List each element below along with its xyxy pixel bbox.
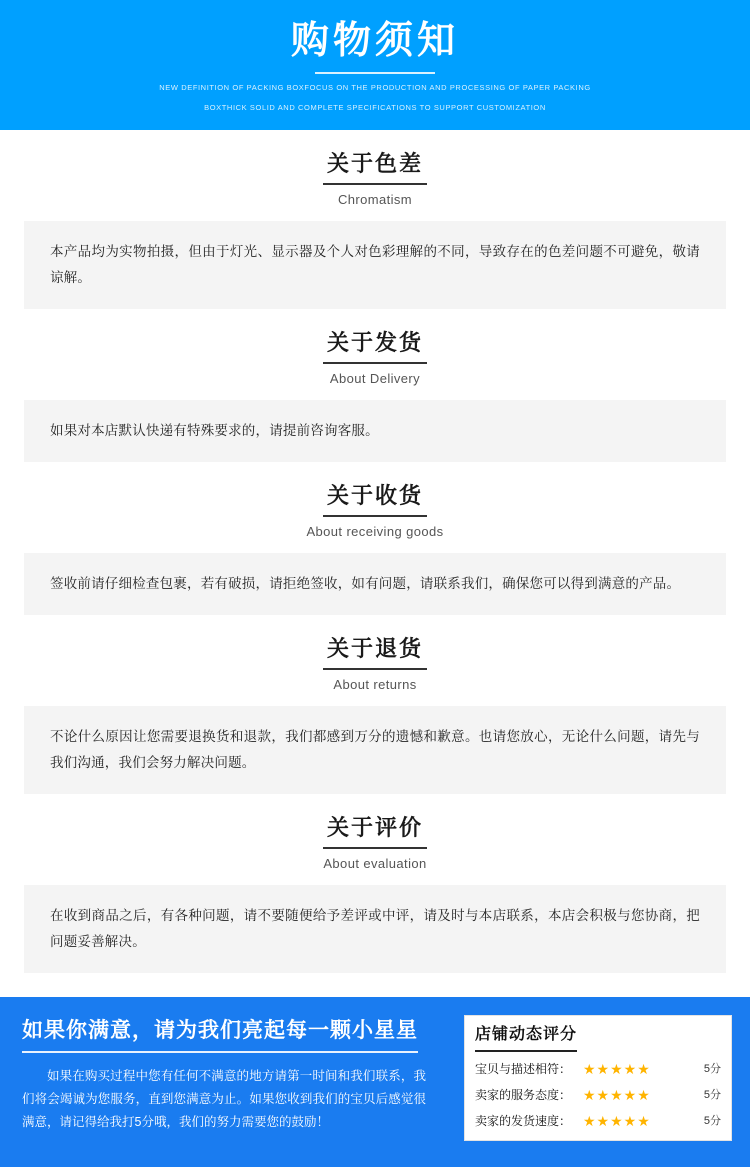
section-delivery xyxy=(24,329,726,462)
rating-score: 5分 xyxy=(703,1089,721,1101)
star-rating-icon: ★★★★★ xyxy=(583,1113,651,1129)
star-rating-icon: ★★★★★ xyxy=(583,1087,651,1103)
satisfaction-title: 如果你满意，请为我们亮起每一颗小星星 xyxy=(22,1017,418,1053)
section-header xyxy=(24,482,726,541)
section-header xyxy=(24,814,726,873)
section-title-cn: 关于发货 xyxy=(323,329,427,364)
shop-rating-card xyxy=(464,1015,732,1141)
rating-label: 卖家的发货速度： xyxy=(475,1114,572,1128)
section-body: 在收到商品之后，有各种问题，请不要随便给予差评或中评，请及时与本店联系，本店会积极与您协商，把问题妥善解决。 xyxy=(24,885,726,973)
section-header xyxy=(24,150,726,209)
satisfaction-body: 如果在购买过程中您有任何不满意的地方请第一时间和我们联系，我们将会竭诚为您服务，直到您满意为止。如果您收到我们的宝贝后感觉很满意，请记得给我打5分哦，我们的努力需要您的鼓励！ xyxy=(22,1069,426,1129)
section-body: 不论什么原因让您需要退换货和退款，我们都感到万分的遗憾和歉意。也请您放心，无论什么问题，请先与我们沟通，我们会努力解决问题。 xyxy=(24,706,726,794)
section-evaluation xyxy=(24,814,726,973)
section-title-en: About Delivery xyxy=(329,371,421,386)
section-title-cn: 关于评价 xyxy=(323,814,427,849)
section-chromatism xyxy=(24,150,726,309)
section-title-en: About returns xyxy=(333,677,417,692)
satisfaction-block xyxy=(0,997,750,1167)
page-title: 购物须知 xyxy=(290,20,459,62)
banner-subtitle-line2: BOXTHICK SOLID AND COMPLETE SPECIFICATIONS TO SUPPORT CUSTOMIZATION xyxy=(204,103,546,112)
title-divider xyxy=(315,72,435,74)
section-header xyxy=(24,329,726,388)
rating-label: 卖家的服务态度： xyxy=(475,1088,572,1102)
rating-score: 5分 xyxy=(703,1115,721,1127)
section-body: 本产品均为实物拍摄，但由于灯光、显示器及个人对色彩理解的不同，导致存在的色差问题不可避免，敬请谅解。 xyxy=(24,221,726,309)
section-header xyxy=(24,635,726,694)
section-title-en: About receiving goods xyxy=(306,524,444,539)
rating-row xyxy=(475,1060,721,1078)
section-body: 如果对本店默认快递有特殊要求的，请提前咨询客服。 xyxy=(24,400,726,462)
sections-container xyxy=(0,150,750,973)
satisfaction-text-area xyxy=(0,997,450,1167)
section-title-en: Chromatism xyxy=(337,192,413,207)
rating-score: 5分 xyxy=(703,1063,721,1075)
section-title-cn: 关于色差 xyxy=(323,150,427,185)
section-title-cn: 关于收货 xyxy=(323,482,427,517)
star-rating-icon: ★★★★★ xyxy=(583,1061,651,1077)
rating-row xyxy=(475,1112,721,1130)
rating-label: 宝贝与描述相符： xyxy=(475,1062,572,1076)
section-receiving-goods xyxy=(24,482,726,615)
section-returns xyxy=(24,635,726,794)
section-title-cn: 关于退货 xyxy=(323,635,427,670)
page-banner xyxy=(0,0,750,130)
section-body: 签收前请仔细检查包裹，若有破损，请拒绝签收，如有问题，请联系我们，确保您可以得到满意的产品。 xyxy=(24,553,726,615)
rating-row xyxy=(475,1086,721,1104)
banner-subtitle-line1: NEW DEFINITION OF PACKING BOXFOCUS ON THE PRODUCTION AND PROCESSING OF PAPER PACKING xyxy=(159,83,591,92)
shop-rating-title: 店铺动态评分 xyxy=(475,1024,577,1052)
section-title-en: About evaluation xyxy=(323,856,427,871)
